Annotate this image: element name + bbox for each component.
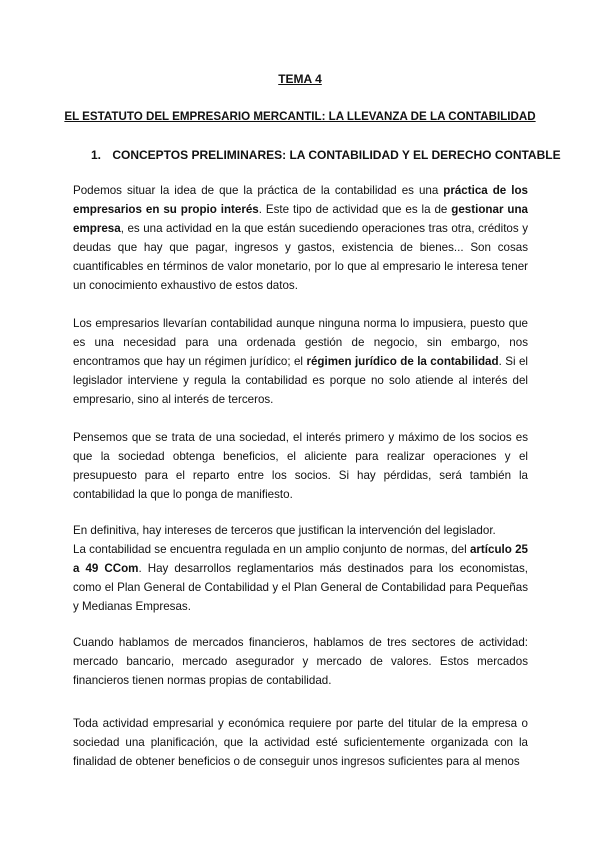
section-number: 1. (91, 148, 102, 162)
paragraph-5 (73, 633, 528, 690)
bold-phrase: gestionar una empresa (73, 203, 528, 235)
paragraph-text: , es una actividad en la que están sucediendo operaciones tras otra, créditos y deudas que hay que pagar, ingresos y gastos, existencia de bienes... Son cosas cuantificables en términos de valor monetario, por lo que al empresario le interesa tener un conocimiento exhaustivo de estos datos. (73, 222, 528, 292)
paragraph-text: Toda actividad empresarial y económica requiere por parte del titular de la empresa o sociedad una planificación, que la actividad esté suficientemente organizada con la finalidad de obtener beneficios o de conseguir unos ingresos suficientes para al menos (73, 717, 528, 768)
paragraph-text: Pensemos que se trata de una sociedad, el interés primero y máximo de los socios es que la sociedad obtenga beneficios, el aliciente para realizar operaciones y el presupuesto para el reparto entre los socios. Si hay pérdidas, será también la contabilidad la que lo ponga de manifiesto. (73, 431, 528, 501)
section-title: CONCEPTOS PRELIMINARES: LA CONTABILIDAD Y EL DERECHO CONTABLE (112, 148, 561, 162)
paragraph-text: . Este tipo de actividad que es la de (258, 203, 452, 216)
bold-phrase: artículo 25 a 49 CCom (73, 543, 528, 575)
paragraph-2 (73, 314, 528, 409)
paragraph-text: Podemos situar la idea de que la práctica de la contabilidad es una (73, 184, 444, 197)
paragraph-4 (73, 521, 528, 616)
bold-phrase: régimen jurídico de la contabilidad (306, 355, 499, 368)
section-heading (91, 148, 561, 162)
paragraph-text: Cuando hablamos de mercados financieros, hablamos de tres sectores de actividad: mercado bancario, mercado asegurador y mercado de valores. Estos mercados financieros tienen normas propias de contabilidad. (73, 636, 528, 687)
chapter-subtitle: EL ESTATUTO DEL EMPRESARIO MERCANTIL: LA LLEVANZA DE LA CONTABILIDAD (64, 110, 536, 123)
paragraph-text: . Hay desarrollos reglamentarios más destinados para los economistas, como el Plan General de Contabilidad y el Plan General de Contabilidad para Pequeñas y Medianas Empresas. (73, 562, 529, 613)
paragraph-text: Los empresarios llevarían contabilidad aunque ninguna norma lo impusiera, puesto que es una necesidad para una ordenada gestión de negocio, sin embargo, nos encontramos que hay un régimen jurídico; el (73, 317, 528, 368)
paragraph-text: La contabilidad se encuentra regulada en un amplio conjunto de normas, del (73, 543, 470, 556)
topic-title: TEMA 4 (278, 72, 322, 86)
paragraph-1 (73, 181, 528, 295)
bold-phrase: práctica de los empresarios en su propio interés (73, 184, 528, 216)
paragraph-3 (73, 428, 528, 504)
paragraph-6 (73, 714, 528, 771)
paragraph-text: . Si el legislador interviene y regula la contabilidad es porque no solo atiende al interés del empresario, sino al interés de terceros. (73, 355, 528, 406)
paragraph-line: En definitiva, hay intereses de terceros que justifican la intervención del legislador. (73, 524, 496, 537)
